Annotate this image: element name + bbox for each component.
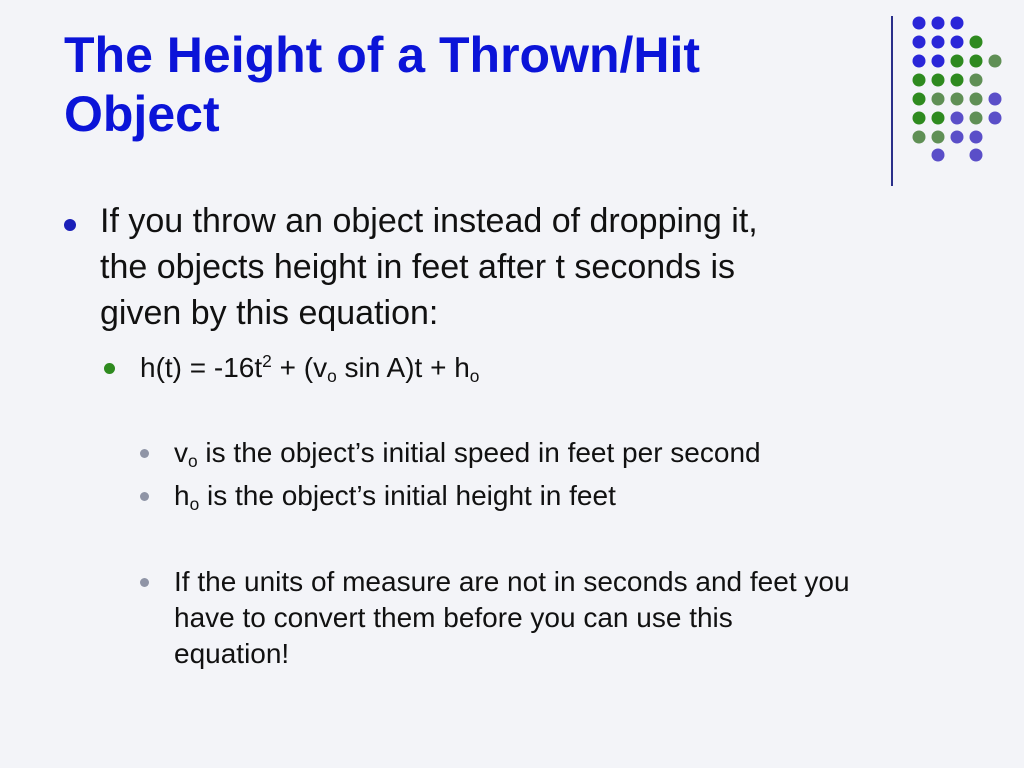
equation-part-3: sin A)t + h [336, 352, 470, 383]
bullet-main-line-2: the objects height in feet after t seconds is [100, 248, 736, 286]
height-equation [140, 348, 479, 388]
decor-dot [913, 131, 926, 144]
slide-title-line-1: The Height of a Thrown/Hit [64, 27, 701, 83]
decor-dot [913, 112, 926, 125]
bullet-main-marker [64, 219, 76, 231]
slide-title-line-2: Object [64, 86, 220, 142]
variable-v-subscript: o [188, 451, 198, 472]
bullet-initial-speed [174, 435, 761, 471]
decor-dot [932, 149, 945, 162]
decor-dot [932, 55, 945, 68]
decorative-divider [891, 16, 893, 186]
decor-dot [970, 74, 983, 87]
decor-dot [970, 55, 983, 68]
decor-dot [913, 93, 926, 106]
initial-height-text: is the object’s initial height in feet [199, 480, 616, 511]
decor-dot [932, 131, 945, 144]
decor-dot [932, 112, 945, 125]
units-note-line-1: If the units of measure are not in seconds and feet you [174, 566, 850, 597]
decor-dot [913, 17, 926, 30]
decor-dot [932, 17, 945, 30]
decor-dot [989, 112, 1002, 125]
decor-dot [951, 74, 964, 87]
decor-dot [913, 36, 926, 49]
initial-speed-definition [174, 435, 761, 471]
bullet-units-note-marker [140, 578, 149, 587]
bullet-initial-speed-marker [140, 449, 149, 458]
decor-dot [989, 93, 1002, 106]
equation-part-2: + (v [271, 352, 328, 383]
equation-part-1: h(t) = -16t [140, 352, 263, 383]
bullet-equation [140, 348, 479, 388]
units-note-line-3: equation! [174, 638, 290, 669]
equation-subscript-v: o [327, 366, 337, 387]
bullet-equation-marker [104, 363, 115, 374]
decor-dot [951, 36, 964, 49]
decor-dot [989, 55, 1002, 68]
bullet-main-line-1: If you throw an object instead of dropping it, [100, 202, 758, 240]
variable-h: h [174, 480, 190, 511]
variable-v: v [174, 437, 188, 468]
decor-dot [951, 131, 964, 144]
equation-exponent: 2 [262, 350, 272, 371]
decor-dot [970, 112, 983, 125]
decor-dot [951, 55, 964, 68]
bullet-initial-height [174, 478, 616, 514]
decor-dot [970, 93, 983, 106]
decor-dot [913, 74, 926, 87]
units-note-line-2: have to convert them before you can use this [174, 602, 733, 633]
bullet-units-note [174, 564, 850, 672]
equation-subscript-h: o [469, 366, 480, 387]
bullet-initial-height-marker [140, 492, 149, 501]
bullet-main [100, 198, 758, 336]
decor-dot [913, 55, 926, 68]
decor-dot [951, 17, 964, 30]
decor-dot [932, 74, 945, 87]
bullet-main-line-3: given by this equation: [100, 294, 439, 332]
decor-dot [932, 93, 945, 106]
variable-h-subscript: o [189, 494, 200, 515]
slide-title [64, 26, 844, 144]
decor-dot [951, 112, 964, 125]
initial-height-definition [174, 478, 616, 514]
decor-dot [951, 93, 964, 106]
decor-dot [970, 149, 983, 162]
decor-dot [970, 131, 983, 144]
decor-dot [970, 36, 983, 49]
initial-speed-text: is the object’s initial speed in feet per second [197, 437, 761, 468]
decor-dot [932, 36, 945, 49]
